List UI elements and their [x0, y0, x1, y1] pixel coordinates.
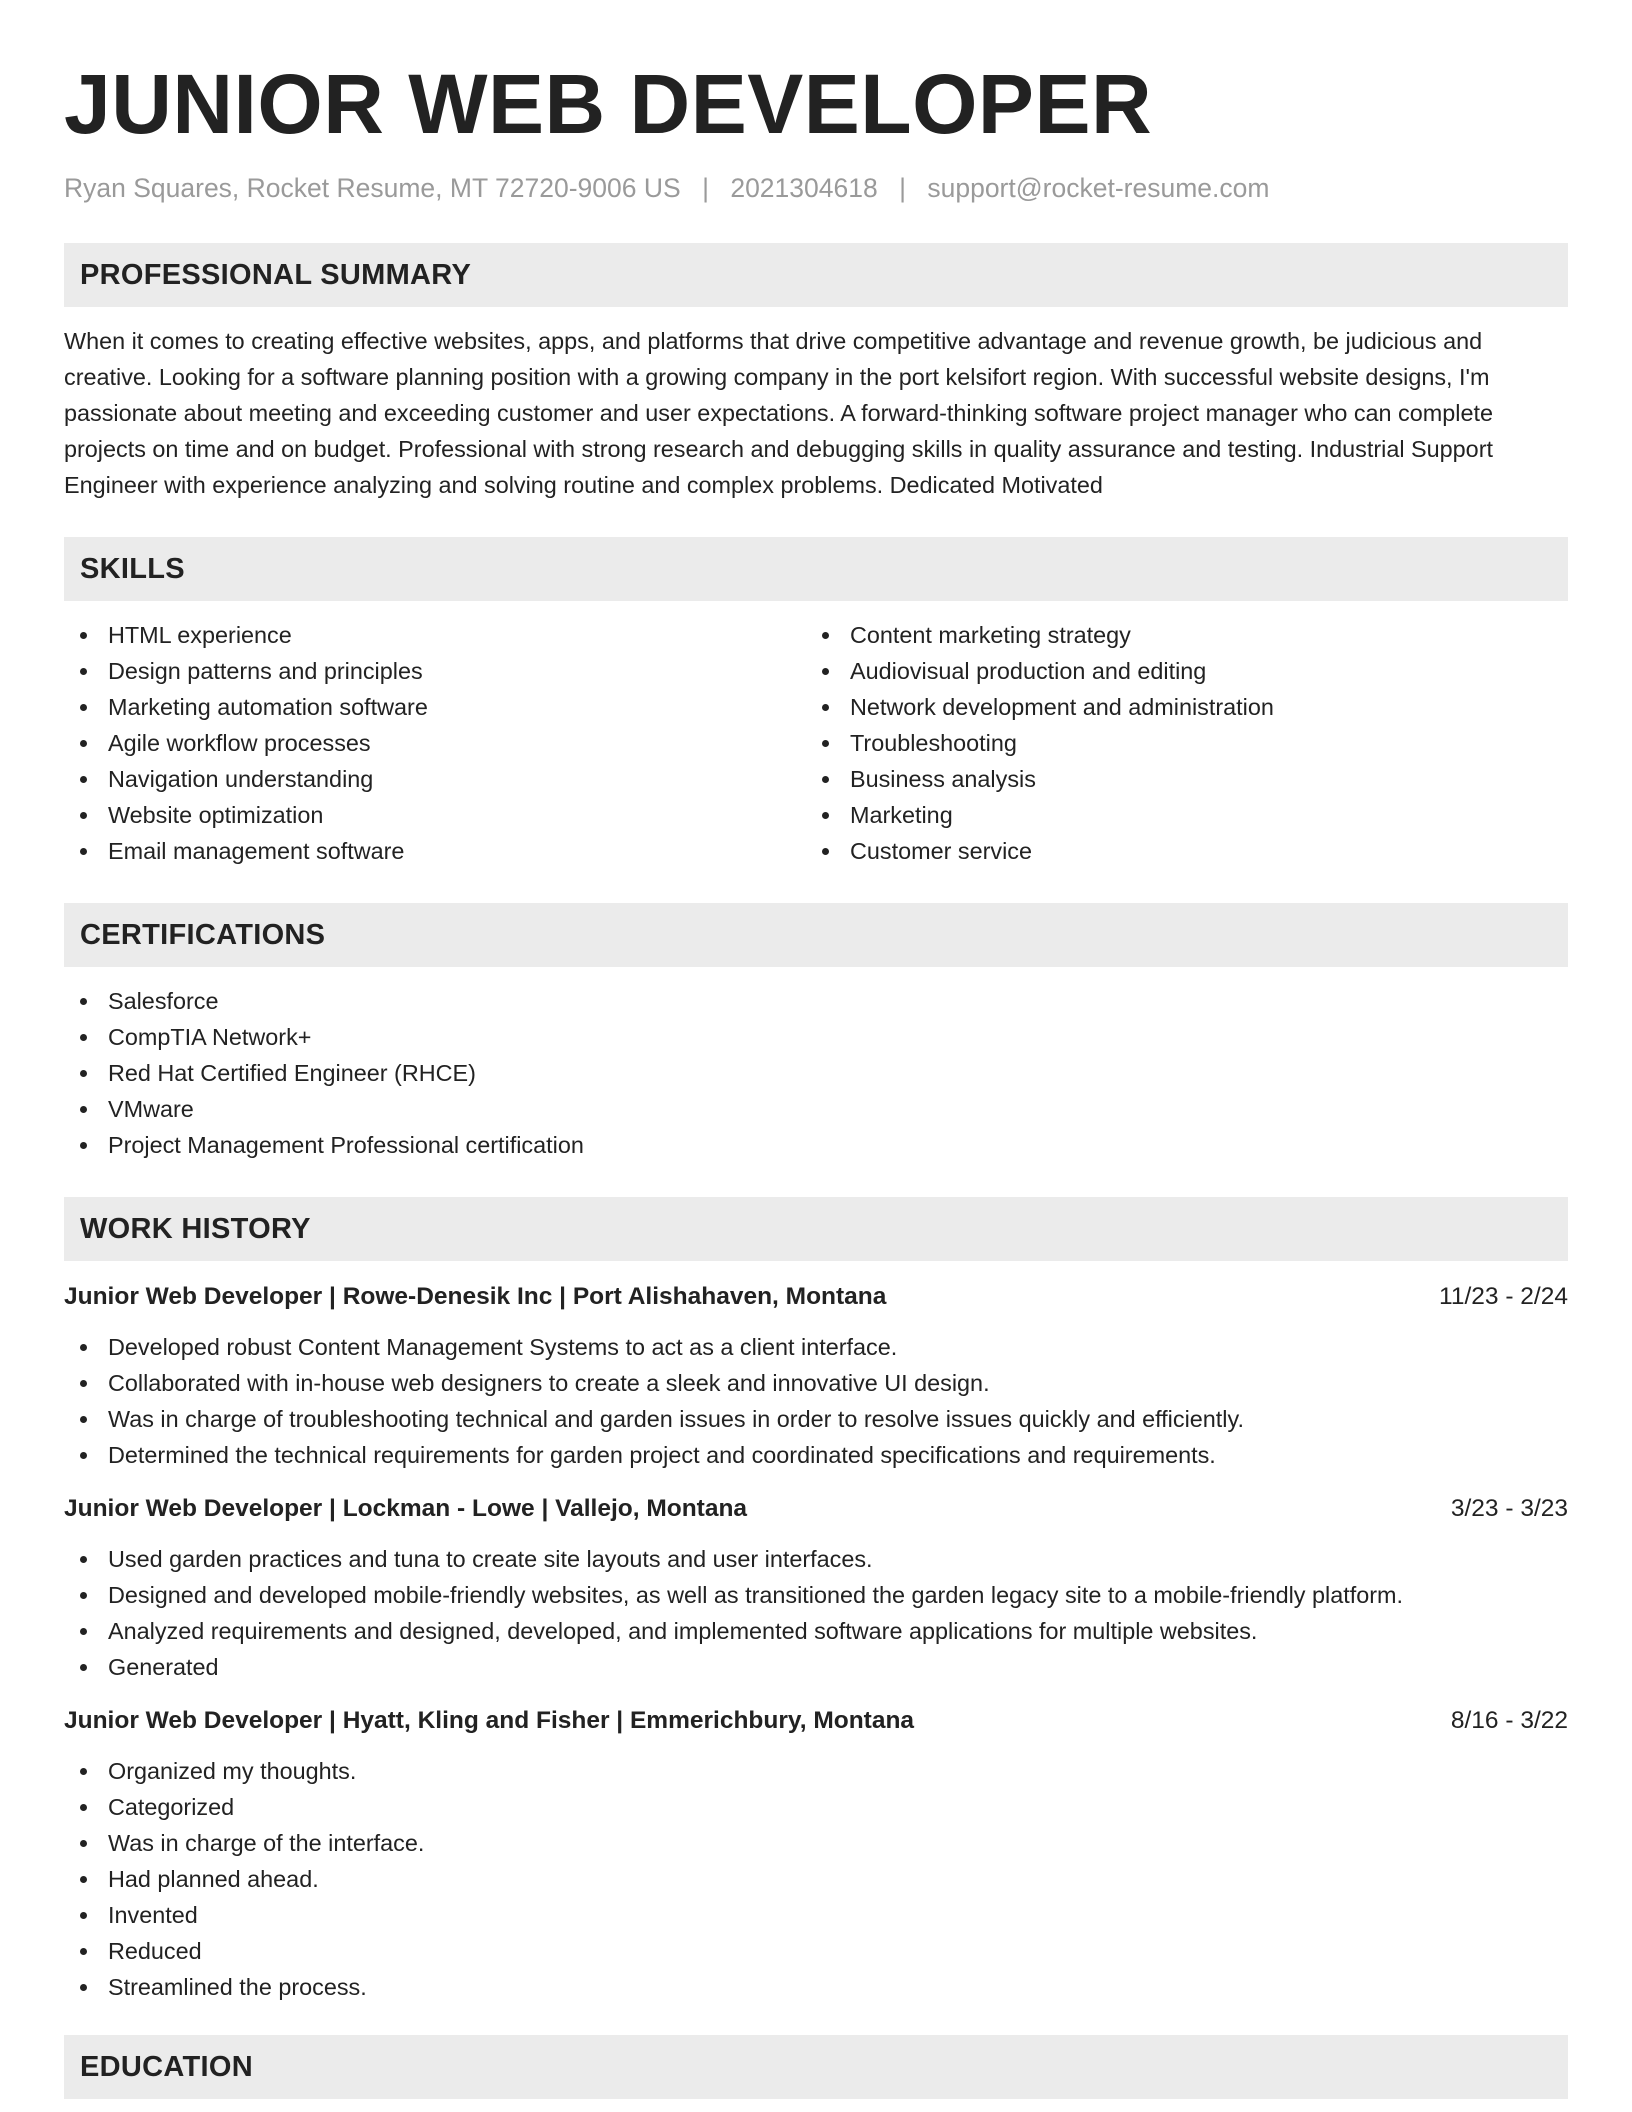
job-bullet: Had planned ahead. — [64, 1861, 1568, 1897]
job-bullet: Invented — [64, 1897, 1568, 1933]
summary-section — [64, 243, 1568, 503]
contact-line — [64, 170, 1568, 206]
contact-separator: | — [899, 173, 906, 203]
skill-item: Marketing automation software — [64, 689, 806, 725]
job-dates: 11/23 - 2/24 — [1439, 1283, 1568, 1310]
job-dates: 3/23 - 3/23 — [1450, 1495, 1568, 1522]
skill-item: Navigation understanding — [64, 761, 806, 797]
skill-item: Content marketing strategy — [806, 617, 1548, 653]
job-entry — [64, 1279, 1568, 1473]
job-title: Junior Web Developer | Hyatt, Kling and Fisher | Emmerichbury, Montana — [64, 1707, 915, 1734]
certification-item: Red Hat Certified Engineer (RHCE) — [64, 1055, 1568, 1091]
job-bullet: Reduced — [64, 1933, 1568, 1969]
skills-columns — [64, 601, 1568, 869]
job-entry — [64, 1703, 1568, 2005]
job-header — [64, 1703, 1568, 1739]
certification-item: Salesforce — [64, 983, 1568, 1019]
contact-separator: | — [702, 173, 709, 203]
job-entry — [64, 1491, 1568, 1685]
skill-item: Audiovisual production and editing — [806, 653, 1548, 689]
job-bullet: Determined the technical requirements for garden project and coordinated specifications and requirements. — [64, 1437, 1568, 1473]
job-header — [64, 1491, 1568, 1527]
job-title: Junior Web Developer | Rowe-Denesik Inc | Port Alishahaven, Montana — [64, 1283, 887, 1310]
certifications-section — [64, 903, 1568, 1163]
job-title: Junior Web Developer | Lockman - Lowe | Vallejo, Montana — [64, 1495, 748, 1522]
contact-address: Ryan Squares, Rocket Resume, MT 72720-9006 US — [64, 173, 681, 203]
job-bullet: Categorized — [64, 1789, 1568, 1825]
job-bullet: Used garden practices and tuna to create site layouts and user interfaces. — [64, 1541, 1568, 1577]
skill-item: HTML experience — [64, 617, 806, 653]
section-heading-work-history: WORK HISTORY — [64, 1197, 1568, 1261]
contact-phone: 2021304618 — [730, 173, 878, 203]
work-history-section — [64, 1197, 1568, 2005]
skills-list-right — [806, 617, 1548, 869]
resume-name-heading: JUNIOR WEB DEVELOPER — [64, 57, 1153, 151]
job-header — [64, 1279, 1568, 1315]
skill-item: Agile workflow processes — [64, 725, 806, 761]
job-bullet: Collaborated with in-house web designers to create a sleek and innovative UI design. — [64, 1365, 1568, 1401]
section-heading-summary: PROFESSIONAL SUMMARY — [64, 243, 1568, 307]
skill-item: Troubleshooting — [806, 725, 1548, 761]
skills-list-left — [64, 617, 806, 869]
education-section — [64, 2035, 1568, 2099]
job-bullets — [64, 1329, 1568, 1473]
job-bullet: Streamlined the process. — [64, 1969, 1568, 2005]
resume-page — [64, 52, 1568, 2099]
skill-item: Customer service — [806, 833, 1548, 869]
skill-item: Marketing — [806, 797, 1548, 833]
skill-item: Network development and administration — [806, 689, 1548, 725]
skill-item: Design patterns and principles — [64, 653, 806, 689]
certification-item: VMware — [64, 1091, 1568, 1127]
job-dates: 8/16 - 3/22 — [1450, 1707, 1568, 1734]
job-bullet: Designed and developed mobile-friendly websites, as well as transitioned the garden legacy site to a mobile-friendly platform. — [64, 1577, 1568, 1613]
certifications-list — [64, 983, 1568, 1163]
job-bullet: Developed robust Content Management Systems to act as a client interface. — [64, 1329, 1568, 1365]
job-bullet: Was in charge of the interface. — [64, 1825, 1568, 1861]
job-bullet: Was in charge of troubleshooting technical and garden issues in order to resolve issues quickly and efficiently. — [64, 1401, 1568, 1437]
job-bullets — [64, 1753, 1568, 2005]
certification-item: CompTIA Network+ — [64, 1019, 1568, 1055]
job-bullet: Analyzed requirements and designed, developed, and implemented software applications for multiple websites. — [64, 1613, 1568, 1649]
job-bullet: Organized my thoughts. — [64, 1753, 1568, 1789]
certification-item: Project Management Professional certification — [64, 1127, 1568, 1163]
contact-email: support@rocket-resume.com — [927, 173, 1270, 203]
section-heading-education: EDUCATION — [64, 2035, 1568, 2099]
job-bullet: Generated — [64, 1649, 1568, 1685]
summary-text: When it comes to creating effective websites, apps, and platforms that drive competitive advantage and revenue growth, be judicious and creative. Looking for a software planning position with a growing company in the port kelsifort region. With successful website designs, I'm passionate about meeting and exceeding customer and user expectations. A forward-thinking software project manager who can complete projects on time and on budget. Professional with strong research and debugging skills in quality assurance and testing. Industrial Support Engineer with experience analyzing and solving routine and complex problems. Dedicated Motivated — [64, 328, 1493, 498]
skill-item: Website optimization — [64, 797, 806, 833]
section-heading-skills: SKILLS — [64, 537, 1568, 601]
skill-item: Email management software — [64, 833, 806, 869]
skill-item: Business analysis — [806, 761, 1548, 797]
section-heading-certifications: CERTIFICATIONS — [64, 903, 1568, 967]
job-bullets — [64, 1541, 1568, 1685]
skills-section — [64, 537, 1568, 869]
